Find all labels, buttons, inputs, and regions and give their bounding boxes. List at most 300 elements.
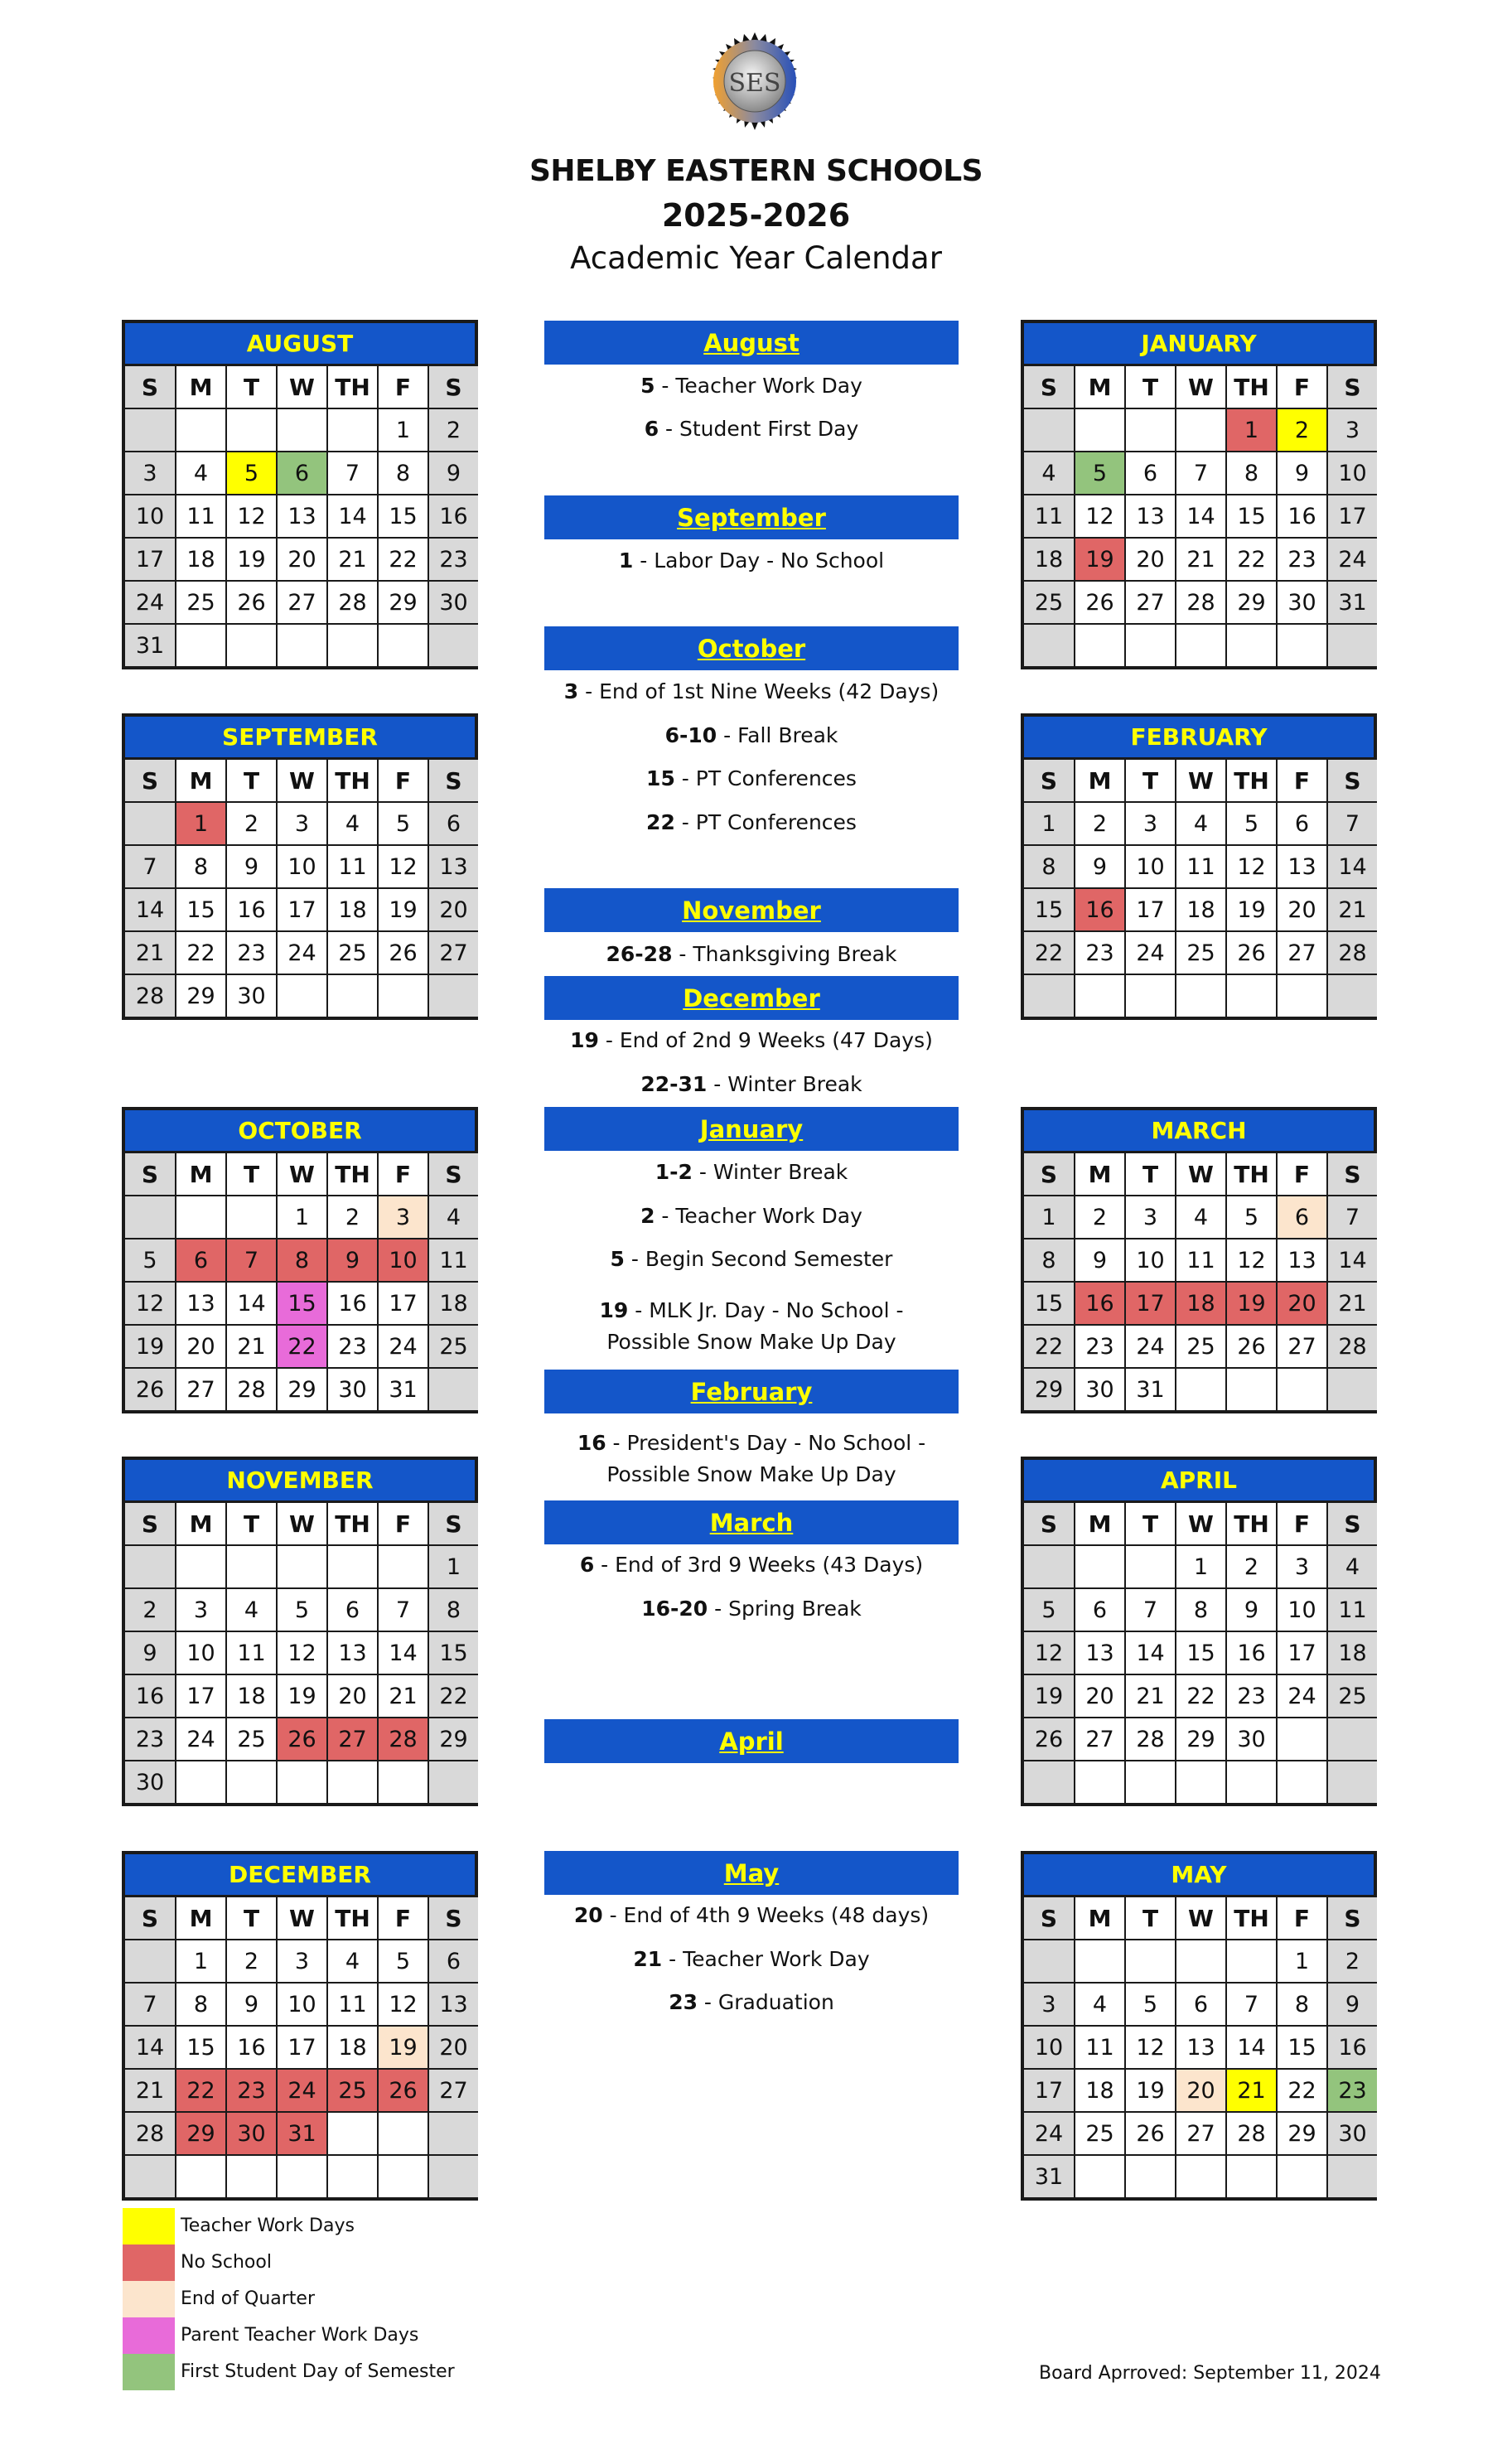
day-cell: 13 [429, 1984, 478, 2027]
day-cell: 17 [1278, 1632, 1328, 1675]
day-cell: 13 [1176, 2027, 1227, 2070]
event-date: 16 [577, 1431, 606, 1455]
day-cell: 13 [176, 1283, 227, 1326]
day-cell: 10 [379, 1239, 429, 1283]
day-cell: 9 [1227, 1589, 1278, 1632]
event-description: - Begin Second Semester [624, 1247, 893, 1271]
day-cell: 15 [176, 889, 227, 932]
weekday-header: M [1075, 760, 1126, 803]
events-month-label: October [697, 634, 806, 663]
event-item [544, 720, 959, 751]
day-cell: 29 [1024, 1369, 1075, 1410]
empty-day-cell [1075, 1546, 1126, 1589]
weekday-header: S [429, 366, 478, 409]
day-cell: 20 [1278, 889, 1328, 932]
school-name: SHELBY EASTERN SCHOOLS [529, 154, 983, 188]
empty-day-cell [1328, 1761, 1377, 1803]
day-cell: 12 [1126, 2027, 1176, 2070]
empty-day-cell [429, 2156, 478, 2197]
day-cell: 19 [125, 1326, 176, 1369]
empty-day-cell [1024, 1940, 1075, 1984]
weekday-header: S [1328, 1503, 1377, 1546]
event-item [544, 1900, 959, 1931]
calendar-aug [122, 320, 478, 669]
day-cell: 18 [227, 1675, 278, 1718]
empty-day-cell [1024, 975, 1075, 1017]
day-cell: 12 [379, 1984, 429, 2027]
event-item [544, 1295, 959, 1358]
events-month-header-february [544, 1370, 959, 1413]
empty-day-cell [227, 2156, 278, 2197]
weekday-header: F [379, 760, 429, 803]
day-cell: 26 [1227, 932, 1278, 975]
day-cell: 30 [1328, 2113, 1377, 2156]
empty-day-cell [1227, 625, 1278, 666]
day-cell: 25 [1075, 2113, 1126, 2156]
weekday-header: T [1126, 1153, 1176, 1196]
day-cell: 3 [1126, 1196, 1176, 1239]
day-cell: 3 [278, 1940, 328, 1984]
empty-day-cell [1278, 975, 1328, 1017]
empty-day-cell [1278, 1718, 1328, 1761]
weekday-header: M [176, 1897, 227, 1940]
day-cell: 31 [1126, 1369, 1176, 1410]
weekday-header: M [1075, 1153, 1126, 1196]
day-cell: 28 [125, 2113, 176, 2156]
empty-day-cell [1227, 1940, 1278, 1984]
empty-day-cell [1278, 1761, 1328, 1803]
legend-label: Parent Teacher Work Days [181, 2325, 419, 2346]
day-cell: 6 [1075, 1589, 1126, 1632]
day-cell: 26 [379, 2070, 429, 2113]
empty-day-cell [227, 409, 278, 452]
day-cell: 9 [429, 452, 478, 495]
weekday-header: T [1126, 1897, 1176, 1940]
weekday-header: S [125, 366, 176, 409]
day-cell: 20 [429, 2027, 478, 2070]
day-cell: 4 [328, 803, 379, 846]
day-cell: 12 [1227, 1239, 1278, 1283]
day-cell: 7 [1126, 1589, 1176, 1632]
calendar-month-title: OCTOBER [125, 1110, 475, 1153]
day-cell: 3 [1024, 1984, 1075, 2027]
weekday-header: TH [1227, 760, 1278, 803]
legend-swatch-ns [123, 2244, 175, 2281]
day-cell: 30 [429, 582, 478, 625]
day-cell: 20 [328, 1675, 379, 1718]
day-cell: 23 [1075, 932, 1126, 975]
event-date: 1 [618, 548, 634, 573]
events-month-header-september [544, 495, 959, 539]
weekday-header: M [1075, 1897, 1126, 1940]
day-cell: 27 [429, 932, 478, 975]
day-cell: 14 [1176, 495, 1227, 539]
day-cell: 26 [125, 1369, 176, 1410]
event-date: 6-10 [664, 723, 717, 747]
day-cell: 2 [429, 409, 478, 452]
weekday-header: TH [1227, 1897, 1278, 1940]
day-cell: 6 [429, 803, 478, 846]
day-cell: 26 [227, 582, 278, 625]
day-cell: 22 [176, 932, 227, 975]
day-cell: 11 [1024, 495, 1075, 539]
day-cell: 11 [227, 1632, 278, 1675]
weekday-header: S [1024, 1153, 1075, 1196]
empty-day-cell [1328, 1718, 1377, 1761]
weekday-header: S [1024, 366, 1075, 409]
day-cell: 15 [1278, 2027, 1328, 2070]
day-cell: 10 [1126, 846, 1176, 889]
day-cell: 20 [1176, 2070, 1227, 2113]
empty-day-cell [1126, 1546, 1176, 1589]
day-cell: 29 [176, 2113, 227, 2156]
day-cell: 31 [1024, 2156, 1075, 2197]
day-cell: 20 [1278, 1283, 1328, 1326]
day-cell: 17 [176, 1675, 227, 1718]
board-approved-note: Board Aprroved: September 11, 2024 [1039, 2363, 1381, 2384]
day-cell: 7 [1227, 1984, 1278, 2027]
day-cell: 1 [1227, 409, 1278, 452]
day-cell: 25 [328, 932, 379, 975]
day-cell: 11 [429, 1239, 478, 1283]
day-cell: 2 [1328, 1940, 1377, 1984]
legend-swatch-tw [123, 2208, 175, 2244]
event-item [544, 1987, 959, 2018]
event-item [544, 545, 959, 577]
empty-day-cell [1176, 975, 1227, 1017]
day-cell: 3 [1126, 803, 1176, 846]
empty-day-cell [278, 1761, 328, 1803]
day-cell: 19 [278, 1675, 328, 1718]
event-item [544, 763, 959, 795]
day-cell: 25 [429, 1326, 478, 1369]
day-cell: 15 [379, 495, 429, 539]
day-cell: 11 [328, 846, 379, 889]
day-cell: 4 [1024, 452, 1075, 495]
day-cell: 14 [1227, 2027, 1278, 2070]
weekday-header: S [125, 1153, 176, 1196]
day-cell: 19 [1227, 1283, 1278, 1326]
weekday-header: W [278, 760, 328, 803]
calendar-month-title: AUGUST [125, 323, 475, 366]
day-cell: 4 [176, 452, 227, 495]
day-cell: 22 [379, 539, 429, 582]
day-cell: 5 [125, 1239, 176, 1283]
empty-day-cell [125, 2156, 176, 2197]
day-cell: 25 [227, 1718, 278, 1761]
day-cell: 16 [1227, 1632, 1278, 1675]
weekday-header: S [125, 1897, 176, 1940]
day-cell: 1 [1024, 803, 1075, 846]
day-cell: 5 [379, 803, 429, 846]
day-cell: 10 [278, 846, 328, 889]
day-cell: 21 [1328, 889, 1377, 932]
day-cell: 21 [1126, 1675, 1176, 1718]
empty-day-cell [429, 625, 478, 666]
day-cell: 1 [379, 409, 429, 452]
day-cell: 21 [227, 1326, 278, 1369]
event-description: - MLK Jr. Day - No School - [628, 1298, 904, 1322]
day-cell: 4 [1176, 803, 1227, 846]
day-cell: 28 [328, 582, 379, 625]
day-cell: 15 [429, 1632, 478, 1675]
day-cell: 1 [1176, 1546, 1227, 1589]
empty-day-cell [1075, 2156, 1126, 2197]
day-cell: 2 [1075, 803, 1126, 846]
day-cell: 21 [1227, 2070, 1278, 2113]
day-cell: 22 [1024, 1326, 1075, 1369]
day-cell: 29 [379, 582, 429, 625]
day-cell: 9 [125, 1632, 176, 1675]
event-description: - Teacher Work Day [662, 1947, 870, 1971]
calendar-grid [1024, 1153, 1374, 1410]
event-description: - Winter Break [707, 1072, 862, 1096]
events-month-header-march [544, 1500, 959, 1544]
weekday-header: F [1278, 760, 1328, 803]
weekday-header: W [1176, 1897, 1227, 1940]
calendar-grid [125, 1897, 475, 2197]
events-month-label: January [699, 1114, 804, 1143]
empty-day-cell [1278, 1369, 1328, 1410]
calendar-grid [1024, 366, 1374, 666]
calendar-grid [1024, 1503, 1374, 1803]
event-item [544, 413, 959, 445]
day-cell: 23 [1075, 1326, 1126, 1369]
event-description: - PT Conferences [674, 810, 857, 834]
weekday-header: M [1075, 1503, 1126, 1546]
day-cell: 14 [1328, 846, 1377, 889]
day-cell: 21 [125, 2070, 176, 2113]
calendar-nov [122, 1457, 478, 1806]
events-month-label: December [683, 983, 820, 1012]
day-cell: 6 [1176, 1984, 1227, 2027]
weekday-header: S [429, 1153, 478, 1196]
weekday-header: S [429, 1503, 478, 1546]
events-month-header-november [544, 888, 959, 932]
empty-day-cell [328, 975, 379, 1017]
day-cell: 13 [1278, 846, 1328, 889]
calendar-month-title: FEBRUARY [1024, 717, 1374, 760]
weekday-header: S [1328, 1897, 1377, 1940]
event-item [544, 370, 959, 402]
empty-day-cell [278, 1546, 328, 1589]
weekday-header: M [1075, 366, 1126, 409]
day-cell: 28 [1176, 582, 1227, 625]
empty-day-cell [429, 2113, 478, 2156]
calendar-month-title: JANUARY [1024, 323, 1374, 366]
day-cell: 3 [1328, 409, 1377, 452]
day-cell: 10 [176, 1632, 227, 1675]
empty-day-cell [1227, 1761, 1278, 1803]
day-cell: 15 [1176, 1632, 1227, 1675]
day-cell: 5 [1126, 1984, 1176, 2027]
day-cell: 25 [328, 2070, 379, 2113]
empty-day-cell [379, 1546, 429, 1589]
day-cell: 22 [1278, 2070, 1328, 2113]
day-cell: 30 [328, 1369, 379, 1410]
events-month-label: September [677, 503, 826, 532]
empty-day-cell [227, 1196, 278, 1239]
day-cell: 27 [429, 2070, 478, 2113]
day-cell: 28 [1328, 1326, 1377, 1369]
event-date: 15 [646, 766, 675, 790]
day-cell: 30 [1278, 582, 1328, 625]
day-cell: 12 [278, 1632, 328, 1675]
empty-day-cell [278, 975, 328, 1017]
day-cell: 14 [328, 495, 379, 539]
day-cell: 8 [429, 1589, 478, 1632]
day-cell: 11 [1176, 846, 1227, 889]
event-description: - Spring Break [708, 1597, 862, 1621]
day-cell: 29 [1176, 1718, 1227, 1761]
day-cell: 3 [125, 452, 176, 495]
calendar-mar [1021, 1107, 1377, 1413]
empty-day-cell [176, 2156, 227, 2197]
events-month-header-october [544, 626, 959, 670]
event-item [544, 1157, 959, 1188]
empty-day-cell [1328, 2156, 1377, 2197]
events-month-label: November [682, 896, 821, 925]
day-cell: 26 [1075, 582, 1126, 625]
day-cell: 27 [278, 582, 328, 625]
day-cell: 27 [1075, 1718, 1126, 1761]
event-item [544, 939, 959, 970]
event-description: - Student First Day [659, 417, 859, 441]
legend-label: End of Quarter [181, 2288, 315, 2309]
calendar-subtitle: Academic Year Calendar [570, 240, 942, 276]
weekday-header: M [176, 1153, 227, 1196]
events-month-label: May [723, 1858, 780, 1887]
day-cell: 16 [328, 1283, 379, 1326]
day-cell: 5 [1024, 1589, 1075, 1632]
day-cell: 9 [1328, 1984, 1377, 2027]
day-cell: 27 [1278, 1326, 1328, 1369]
event-description: - Thanksgiving Break [672, 942, 897, 966]
calendar-month-title: MAY [1024, 1854, 1374, 1897]
day-cell: 31 [1328, 582, 1377, 625]
weekday-header: T [227, 1153, 278, 1196]
day-cell: 31 [125, 625, 176, 666]
empty-day-cell [1024, 1761, 1075, 1803]
legend-label: Teacher Work Days [181, 2215, 355, 2236]
day-cell: 5 [278, 1589, 328, 1632]
weekday-header: F [1278, 1897, 1328, 1940]
empty-day-cell [176, 1196, 227, 1239]
day-cell: 20 [176, 1326, 227, 1369]
day-cell: 28 [379, 1718, 429, 1761]
events-month-header-april [544, 1719, 959, 1763]
day-cell: 10 [1126, 1239, 1176, 1283]
day-cell: 10 [1328, 452, 1377, 495]
day-cell: 17 [1126, 1283, 1176, 1326]
event-description: - Teacher Work Day [655, 374, 862, 398]
day-cell: 24 [379, 1326, 429, 1369]
empty-day-cell [1176, 409, 1227, 452]
day-cell: 28 [1227, 2113, 1278, 2156]
empty-day-cell [125, 1196, 176, 1239]
day-cell: 8 [1227, 452, 1278, 495]
weekday-header: F [379, 1897, 429, 1940]
day-cell: 23 [1227, 1675, 1278, 1718]
empty-day-cell [379, 625, 429, 666]
empty-day-cell [1024, 625, 1075, 666]
day-cell: 8 [176, 1984, 227, 2027]
day-cell: 20 [1126, 539, 1176, 582]
day-cell: 12 [1024, 1632, 1075, 1675]
empty-day-cell [379, 975, 429, 1017]
day-cell: 25 [1176, 932, 1227, 975]
event-description: - Labor Day - No School [633, 548, 885, 573]
empty-day-cell [429, 1761, 478, 1803]
day-cell: 13 [328, 1632, 379, 1675]
day-cell: 16 [125, 1675, 176, 1718]
weekday-header: W [278, 1153, 328, 1196]
day-cell: 2 [328, 1196, 379, 1239]
day-cell: 7 [125, 1984, 176, 2027]
empty-day-cell [1278, 625, 1328, 666]
day-cell: 3 [379, 1196, 429, 1239]
weekday-header: M [176, 1503, 227, 1546]
day-cell: 4 [227, 1589, 278, 1632]
day-cell: 8 [1024, 1239, 1075, 1283]
calendar-month-title: APRIL [1024, 1460, 1374, 1503]
weekday-header: TH [328, 1503, 379, 1546]
day-cell: 25 [1176, 1326, 1227, 1369]
day-cell: 8 [1278, 1984, 1328, 2027]
empty-day-cell [1075, 1940, 1126, 1984]
calendar-grid [125, 366, 475, 666]
empty-day-cell [1227, 2156, 1278, 2197]
day-cell: 14 [125, 2027, 176, 2070]
day-cell: 8 [1176, 1589, 1227, 1632]
empty-day-cell [1176, 625, 1227, 666]
calendar-jan [1021, 320, 1377, 669]
events-month-label: August [703, 328, 799, 357]
day-cell: 18 [1176, 889, 1227, 932]
day-cell: 24 [176, 1718, 227, 1761]
day-cell: 13 [278, 495, 328, 539]
legend-swatch-fs [123, 2354, 175, 2390]
day-cell: 7 [1176, 452, 1227, 495]
day-cell: 15 [176, 2027, 227, 2070]
empty-day-cell [1126, 409, 1176, 452]
day-cell: 4 [1075, 1984, 1126, 2027]
event-description-continued: Possible Snow Make Up Day [606, 1462, 896, 1486]
day-cell: 9 [1075, 846, 1126, 889]
empty-day-cell [1075, 409, 1126, 452]
empty-day-cell [1176, 1761, 1227, 1803]
day-cell: 27 [1176, 2113, 1227, 2156]
event-date: 23 [669, 1990, 698, 2014]
events-month-label: April [719, 1727, 784, 1756]
day-cell: 16 [227, 889, 278, 932]
event-item [544, 1069, 959, 1100]
events-month-header-august [544, 321, 959, 365]
event-date: 6 [579, 1553, 595, 1577]
day-cell: 23 [227, 932, 278, 975]
day-cell: 1 [278, 1196, 328, 1239]
weekday-header: M [176, 366, 227, 409]
empty-day-cell [176, 409, 227, 452]
day-cell: 7 [1328, 1196, 1377, 1239]
weekday-header: S [1328, 1153, 1377, 1196]
day-cell: 4 [1176, 1196, 1227, 1239]
school-seal-icon [698, 25, 811, 138]
event-item [544, 1549, 959, 1581]
weekday-header: TH [328, 760, 379, 803]
empty-day-cell [278, 625, 328, 666]
day-cell: 16 [1328, 2027, 1377, 2070]
